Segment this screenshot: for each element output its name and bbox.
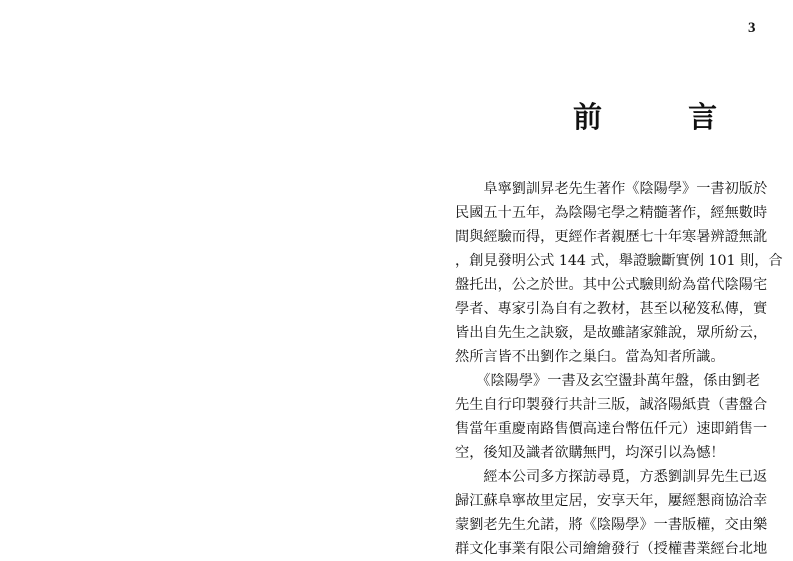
- text-line: 民國五十五年，為陰陽宅學之精髓著作，經無數時: [455, 205, 768, 221]
- text-line: 蒙劉老先生允諾，將《陰陽學》一書版權，交由樂: [455, 517, 768, 533]
- text-line: 群文化事業有限公司繪繪發行（授權書業經台北地: [455, 541, 768, 557]
- text-line: 阜寧劉訓昇老先生著作《陰陽學》一書初版於: [455, 181, 768, 197]
- text-line: 歸江蘇阜寧故里定居，安享天年，屢經懇商協洽幸: [455, 493, 768, 509]
- text-line: 然所言皆不出劉作之巢臼。當為知者所識。: [455, 349, 725, 365]
- text-line: 售當年重慶南路售價高達台幣伍仟元）速即銷售一: [455, 421, 768, 437]
- page-number: 3: [748, 20, 756, 36]
- text-line: 先生自行印製發行共計三版，誠洛陽紙貴（書盤合: [455, 397, 768, 413]
- text-line: 間與經驗而得，更經作者親歷七十年寒暑辨證無訛: [455, 229, 768, 245]
- text-line: ，創見發明公式 144 式，舉證驗斷實例 101 則，合: [455, 253, 783, 269]
- text-line: 空，後知及識者欲購無門，均深引以為憾！: [455, 445, 725, 461]
- text-line: 盤托出，公之於世。其中公式驗則紛為當代陰陽宅: [455, 277, 768, 293]
- page-title: 前 言: [573, 100, 756, 134]
- text-line: 《陰陽學》一書及玄空盪卦萬年盤，係由劉老: [455, 373, 761, 389]
- text-line: 皆出自先生之訣竅，是故雖諸家雜說，眾所紛云，: [455, 325, 768, 341]
- text-line: 學者、專家引為自有之教材，甚至以秘笈私傳，實: [455, 301, 768, 317]
- text-line: 經本公司多方探訪尋覓，方悉劉訓昇先生已返: [455, 469, 768, 485]
